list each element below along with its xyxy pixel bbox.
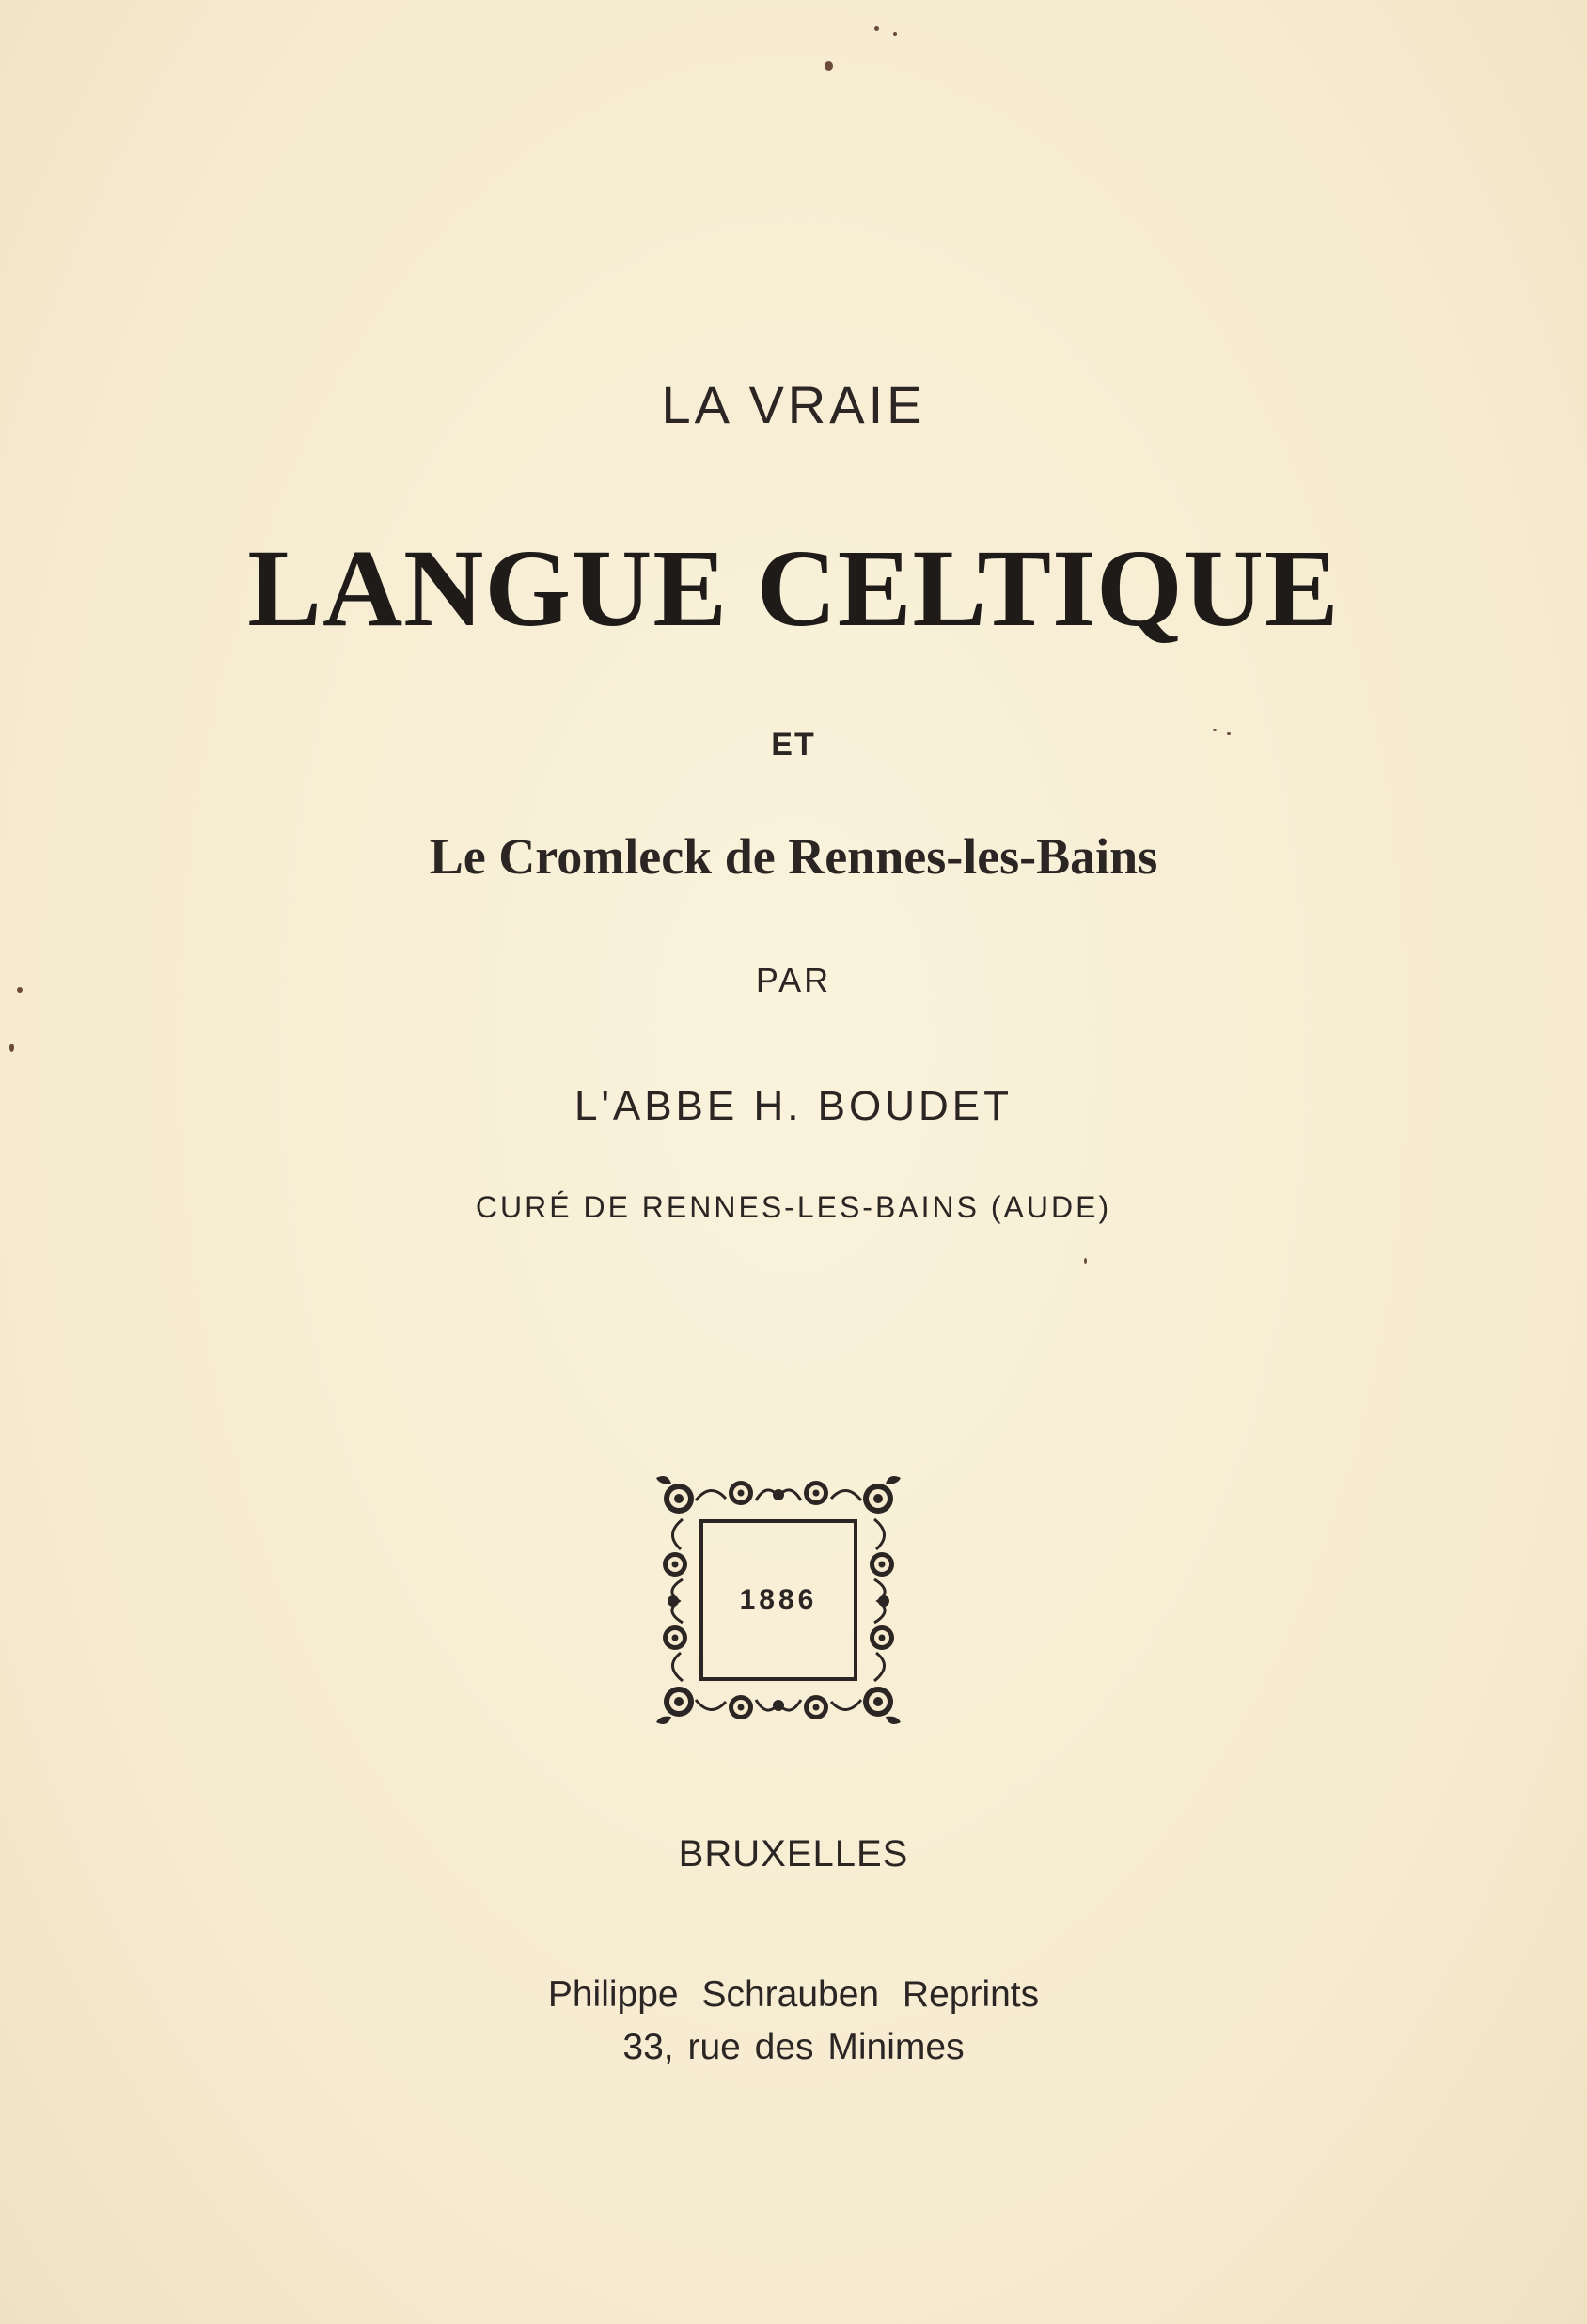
ornament-frame: [654, 1472, 903, 1728]
publisher-name: Philippe Schrauben Reprints: [547, 1974, 1040, 2015]
publication-city: BRUXELLES: [678, 1833, 909, 1875]
paper-speck: [825, 61, 833, 71]
paper-speck: [874, 26, 879, 31]
title-prefix: LA VRAIE: [661, 375, 926, 434]
author-name: L'ABBE H. BOUDET: [574, 1083, 1013, 1129]
second-title: Le Cromleck de Rennes-les-Bains: [429, 828, 1158, 885]
author-position: CURÉ DE RENNES-LES-BAINS (AUDE): [475, 1190, 1112, 1224]
publication-year: 1886: [739, 1584, 818, 1615]
main-title: LANGUE CELTIQUE: [247, 526, 1340, 650]
publisher-address: 33, rue des Minimes: [622, 2027, 965, 2067]
by-label: PAR: [755, 961, 832, 999]
title-conjunction: ET: [771, 727, 816, 762]
paper-speck: [893, 32, 897, 36]
paper-speck: [1084, 1258, 1087, 1264]
paper-speck: [9, 1044, 14, 1052]
